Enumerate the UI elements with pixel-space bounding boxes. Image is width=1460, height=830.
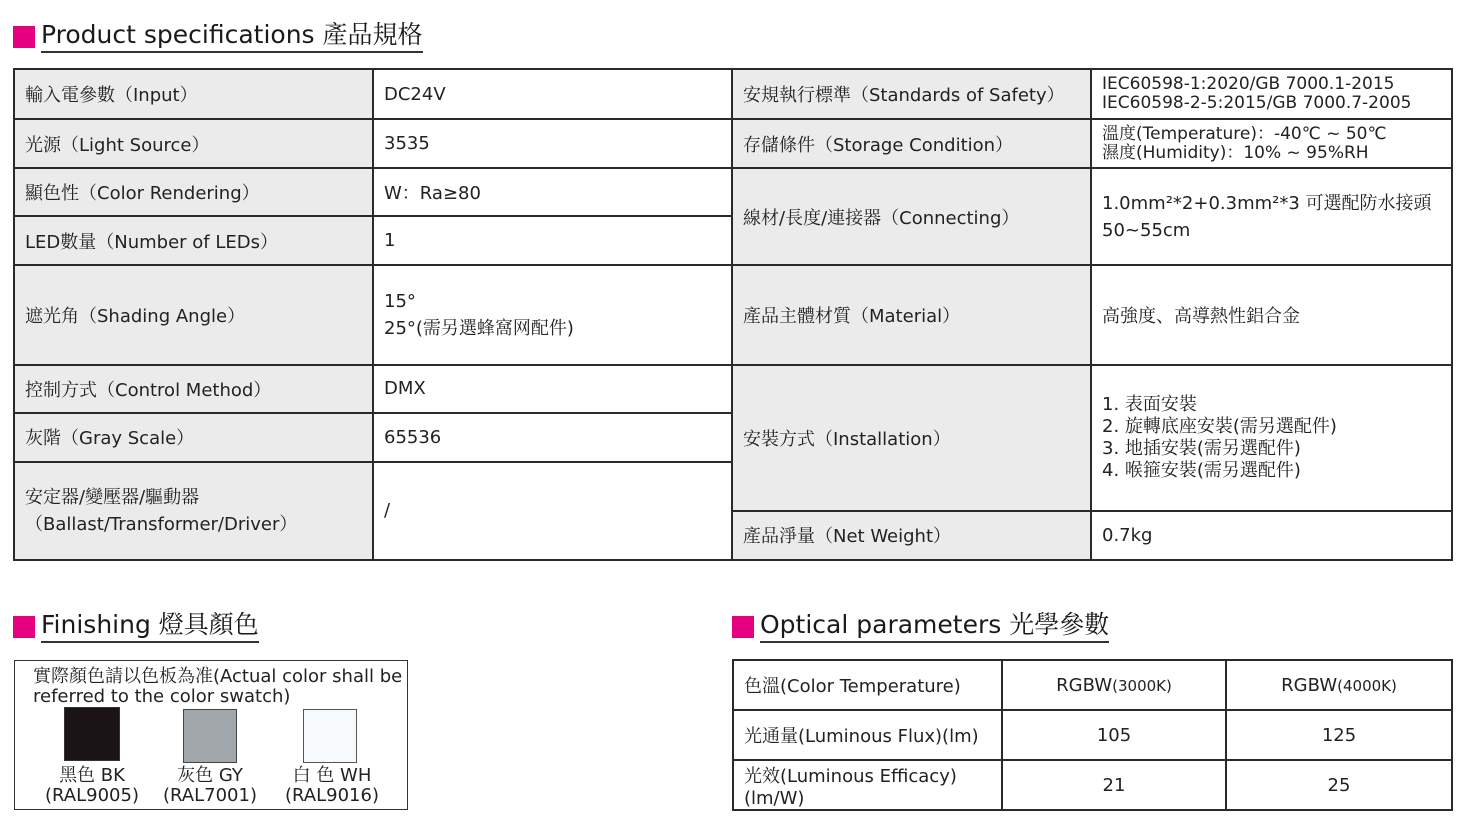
swatch-white-name: 白 色 WH [292,765,372,786]
swatch-black [64,707,120,761]
spec-label-led-count: LED數量（Number of LEDs） [14,216,373,265]
spec-label-net-weight: 產品淨量（Net Weight） [732,511,1091,560]
spec-section-title [13,20,423,53]
spec-label-driver [14,462,373,560]
spec-value-color-rendering: W：Ra≥80 [373,168,732,216]
table-row [14,365,1452,413]
optical-flux-3000k: 105 [1002,710,1226,760]
connecting-line-1: 1.0mm²*2+0.3mm²*3 可選配防水接頭 [1102,192,1432,214]
table-row [14,265,1452,364]
spec-value-control-method: DMX [373,365,732,413]
spec-label-control-method: 控制方式（Control Method） [14,365,373,413]
spec-label-material: 產品主體材質（Material） [732,265,1091,364]
table-row [733,710,1452,760]
spec-label-shading-angle: 遮光角（Shading Angle） [14,265,373,364]
spec-value-installation [1091,365,1452,511]
swatch-gray-label [145,766,275,806]
swatch-black-code: (RAL9005) [45,785,139,806]
spec-value-storage [1091,119,1452,168]
pink-square-icon [13,616,35,638]
swatch-gray-code: (RAL7001) [163,785,257,806]
optical-header-label: 色溫(Color Temperature) [733,660,1002,710]
optical-title-text: Optical parameters 光學參數 [760,610,1109,643]
safety-line-2: IEC60598-2-5:2015/GB 7000.7-2005 [1102,93,1412,114]
finishing-section-title [13,610,259,643]
table-row [14,69,1452,119]
swatch-white [303,709,357,763]
spec-value-input: DC24V [373,69,732,119]
optical-label-efficacy: 光效(Luminous Efficacy)(lm/W) [733,760,1002,810]
finishing-title-text: Finishing 燈具顏色 [41,610,259,643]
spec-value-material: 高強度、高導熱性鋁合金 [1091,265,1452,364]
spec-value-shading-angle [373,265,732,364]
optical-section-title [732,610,1109,643]
pink-square-icon [13,26,35,48]
spec-title-text: Product specifications 產品規格 [41,20,423,53]
spec-value-light-source: 3535 [373,119,732,168]
driver-label-line-2: （Ballast/Transformer/Driver） [25,513,298,535]
table-row [14,168,1452,216]
col1-sub: (3000K) [1112,676,1172,695]
spec-label-light-source: 光源（Light Source） [14,119,373,168]
installation-line-3: 3. 地插安裝(需另選配件) [1102,437,1301,459]
swatch-black-name: 黑色 BK [59,765,125,786]
swatch-white-label [267,766,397,806]
table-row [14,119,1452,168]
spec-label-color-rendering: 顯色性（Color Rendering） [14,168,373,216]
spec-value-connecting [1091,168,1452,265]
shading-line-2: 25°(需另選蜂窩网配件) [384,317,574,339]
optical-header-col1 [1002,660,1226,710]
spec-value-net-weight: 0.7kg [1091,511,1452,560]
spec-value-gray-scale: 65536 [373,413,732,462]
swatch-gray [183,709,237,763]
spec-label-input: 輸入電參數（Input） [14,69,373,119]
optical-header-col2 [1226,660,1452,710]
driver-label-line-1: 安定器/變壓器/驅動器 [25,486,200,508]
finishing-note: 實際顏色請以色板為准(Actual color shall be referred to the color swatch) [33,666,403,707]
safety-line-1: IEC60598-1:2020/GB 7000.1-2015 [1102,74,1395,95]
col2-main: RGBW [1281,674,1338,696]
spec-table [13,68,1453,561]
spec-value-led-count: 1 [373,216,732,265]
optical-label-flux: 光通量(Luminous Flux)(lm) [733,710,1002,760]
storage-line-2: 濕度(Humidity)：10% ~ 95%RH [1102,142,1369,163]
col1-main: RGBW [1056,674,1113,696]
swatch-white-code: (RAL9016) [285,785,379,806]
storage-line-1: 溫度(Temperature)：-40℃ ~ 50℃ [1102,123,1387,144]
installation-line-4: 4. 喉箍安裝(需另選配件) [1102,459,1301,481]
spec-label-storage: 存儲條件（Storage Condition） [732,119,1091,168]
optical-flux-4000k: 125 [1226,710,1452,760]
installation-line-2: 2. 旋轉底座安裝(需另選配件) [1102,415,1337,437]
col2-sub: (4000K) [1337,676,1397,695]
spec-value-driver: / [373,462,732,560]
spec-label-safety: 安規執行標準（Standards of Safety） [732,69,1091,119]
spec-label-installation: 安裝方式（Installation） [732,365,1091,511]
installation-line-1: 1. 表面安裝 [1102,393,1197,415]
table-row [733,660,1452,710]
spec-label-connecting: 線材/長度/連接器（Connecting） [732,168,1091,265]
swatch-gray-name: 灰色 GY [177,765,243,786]
finishing-box [14,660,408,810]
optical-efficacy-4000k: 25 [1226,760,1452,810]
spec-value-safety [1091,69,1452,119]
connecting-line-2: 50~55cm [1102,219,1191,241]
optical-efficacy-3000k: 21 [1002,760,1226,810]
spec-label-gray-scale: 灰階（Gray Scale） [14,413,373,462]
swatch-black-label [27,766,157,806]
pink-square-icon [732,616,754,638]
table-row [733,760,1452,810]
shading-line-1: 15° [384,290,416,312]
optical-table [732,659,1453,811]
